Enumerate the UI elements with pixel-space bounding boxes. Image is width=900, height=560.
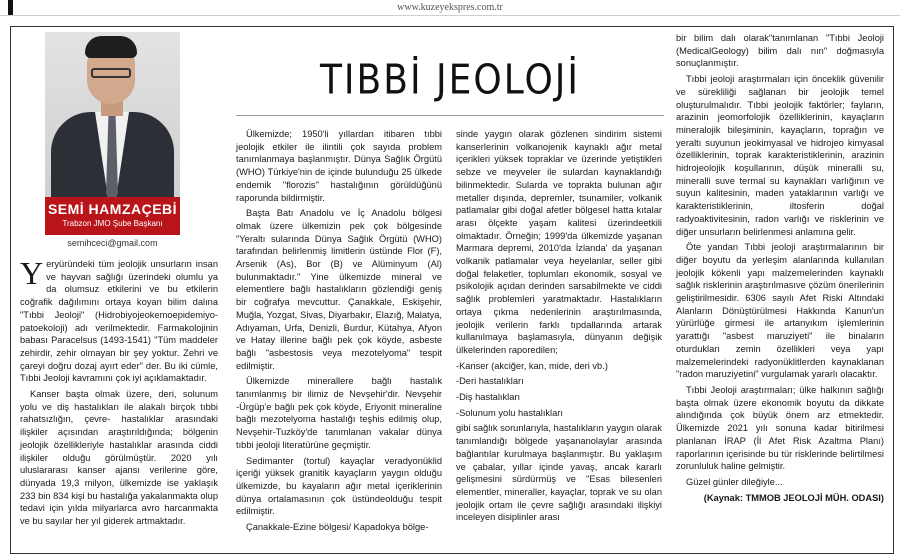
list-item: -Solunum yolu hastalıkları — [456, 407, 563, 418]
paragraph: Ülkemizde minerallere bağlı hastalık tanımlanmış bir ilimiz de Nevşehir'dir. Nevşehir -Ürgüp'e bağlı pek çok köyde, Eriyonit mineraline bağlı mezotelyoma hastalığı teşhis edilmiş olup, Nevşehir-Tuzköy'de tanımlanan vakalar dünya tıbbi jeoloji literatürüne geçmiştir. — [236, 376, 442, 450]
paragraph: Öte yandan Tıbbi jeoloji araştırmalarının bir diğer boyutu da yerleşim alanlarında kullanılan jeolojik kökenli yapı malzemelerinden kaynaklı sağlık risklerinin araştırılmasıve çözüm önerilerinin geliştirilmesidir. 6306 sayılı Afet Riski Altındaki Alanların Dönüştürülmesi Hakkında Kanun'un yürürlüğe girmesi ile artanyıkım işlemlerinin yarattığı "asbest maruziyeti" ile binaların oturdukları zemin özellikleri veya yapı malzemelerindeki radyonüklitlerden kaynaklanan "radon maruziyetini" vurgulamak yararlı olacaktır. — [676, 242, 884, 380]
article-title: TIBBİ JEOLOJİ — [319, 56, 581, 105]
paragraph: gibi sağlık sorunlarıyla, hastalıkların yaygın olarak tanımlandığı bölgede yaşananolaylar arasında bağlantılar kurulmaya başlanmıştır. Bu yaklaşım ve çabalar, yıllar içinde yavaş, ancak kararlı gelişmesini sürdürmüş ve "Esas bilesenleri elementler, mineraller, kayaçlar, toprak ve su olan jeolojik ortam ile çevre sağlığı arasındaki ilişkiyi inceleyen disiplinler arası — [456, 423, 662, 523]
column-3 — [456, 128, 662, 527]
paragraph: Tıbbi jeoloji araştırmaları için önceklik güvenilir ve sürekliliği sağlanan bir jeolojik temel oluşturulmalıdır. Tıbbi jeolojik faktörler; fayların, arazinin jeomorfolojik özelliklerinin, kayaçların mineralojik bileşiminin, kayaçların, toprağın ve yeraltı suyunun jeokimyasal ve hidrojeo kimyasal özelliklerinin, toprak karakteristiklerinin, arazinin hidrojeolojik koşullarının, düşük mineralli su, mineralli suve termal su kaynakları varlığının ve suyun kalitesinin, maden yataklarının varlığı ve karakteristiklerinin, iltosferin doğal radyoaktivitesinin, radon varlığı ve risklerinin ve diğer unsurların belirlenmesi anlamına gelir. — [676, 74, 884, 237]
author-email: semihceci@gmail.com — [67, 238, 158, 248]
newspaper-url: www.kuzeyekspres.com.tr — [397, 2, 503, 13]
list-item: -Kanser (akciğer, kan, mide, deri vb.) — [456, 360, 608, 371]
column-4 — [676, 32, 884, 507]
paragraph: Yeryüründeki tüm jeolojik unsurların insan ve hayvan sağlığı üzerindeki olumlu ya da olumsuz etkilerini ve bu etkilerin coğrafik dağılımını ortaya koyan bilim dalına "Tıbbi Jeoloji" (Hidrobiyojeokemoepidemiyo-patoekoloji) adı verilmektedir. Farmakolojinin babası Paracelsus (1493-1541) "Tüm maddeler zehirdir, zehir olmayan bir şey yoktur. Zehri ve çareyi doğru dozaj ayırt eder" der. Bu iki cümle, Tıbbi Jeoloji kavramını çok iyi açıklamaktadır. — [20, 255, 218, 384]
top-divider — [0, 15, 900, 16]
source-credit: (Kaynak: TMMOB JEOLOJİ MÜH. ODASI) — [703, 492, 884, 503]
author-name: SEMİ HAMZAÇEBİ — [47, 201, 178, 217]
paragraph: Tıbbi Jeoloji araştırmaları; ülke halkının sağlığı başta olmak üzere ekonomik boyutu da dikkate alındığında çok büyük önem arz etmektedir. Ülkemizde 2021 yılı sonuna kadar bitirilmesi planlanan İRAP (İl Afet Risk Azaltma Planı) raporlarının içerisinde bu tür risklerinde belirtilmesi zorunluluk haline gelmiştir. — [676, 384, 884, 472]
author-role: Trabzon JMO Şube Başkanı — [62, 219, 163, 228]
column-2 — [236, 128, 442, 537]
paragraph: Başta Batı Anadolu ve İç Anadolu bölgesi olmak üzere ülkemizin pek çok bölgesinde "Yeraltı sularında Dünya Sağlık Örgütü (WHO) tarafından belirlenmiş limitlerin üstünde Flor (F), Arsenik (As), Bor (B) ve Alüminyum (Al) bulunmaktadır." Yine ülkemizde mineral ve elementlere bağlı hastalıkların gözlendiği geniş bir coğrafya mevcuttur. Çanakkale, Eskişehir, Muğla, Yozgat, Sivas, Diyarbakır, Elazığ, Malatya, Adıyaman, Urfa, Denizli, Burdur, Kütahya, Afyon ve Hatay illerine bağlı pek çok köyde, asbeste bağlı "asbestosis veya mezotelyoma" tespit edilmiştir. — [236, 208, 442, 371]
paragraph: Güzel günler dileğiyle... — [686, 476, 783, 487]
paragraph: Kanser başta olmak üzere, deri, solunum yolu ve diş hastalıkları ile alakalı birçok tıbbi rahatsızlığın, çevre- hastalıklar arasındaki ilişkiler açısından araştırıldığında; bölgenin jeolojik özellikleriyle hastalıklar arasında ciddi ilişkiler olduğu görülmüştür. 2020 yılı uluslararası kanser ajansı verilerine göre, dünyada 19,3 milyon, ülkemizde ise yaklaşık 233 bin 834 kişi bu hastalığa yakalanmakta olup tedavi için yılda milyarlarca avro harcanmakta ve bu sayılar her yıl giderek artmaktadır. — [20, 389, 218, 527]
author-photo — [45, 32, 180, 197]
drop-cap: Y — [20, 255, 44, 291]
paragraph: bir bilim dalı olarak"tanımlanan "Tıbbi Jeoloji (MedicalGeology) bilim dalı nın" doğmasıyla sonuçlanmıştır. — [676, 33, 884, 69]
column-1 — [20, 255, 218, 531]
author-name-band — [45, 197, 180, 235]
paragraph: Sedimanter (tortul) kayaçlar veradyonüklid içeriği yüksek granitik kayaçların yaygın olduğu ülkemizde, bu kayaların ağır metal içeriklerinin dünya ortalamasının çok üstündeolduğu tespit edilmiştir. — [236, 455, 442, 517]
paragraph: sinde yaygın olarak gözlenen sindirim sistemi kanserlerinin volkanojenik kaynaklı ağır metal içerikleri yüksek topraklar ve üzerinde yetiştikleri sebze ve meyveler ile sulardan kaynaklandığı bilinmektedir. Sularda ve toprakta bulunan ağır metaller dışında, depremler, tsunamiler, volkanik patlamalar gibi doğal afetler bölgesel hatta kıtalar arası ölçekte yaşam kalitesi üzerindeetkili olmaktadır. Örneğin; 1999'da ülkemizde yaşanan Marmara depremi, 2010'da İzlanda' da yaşanan volkanik patlamalar veya heyelanlar, seller gibi doğal felaketler, toplumları ekonomik, sosyal ve psikolojik açıdan derinden sarsabilmekte ve ciddi sağlık problemleri yaratmaktadır. Hastalıkların ortaya çıkma nedenlerinin araştırılmasında, jeolojik verilerin farklı tıpdallarında artarak kullanılmaya başlamasıyla, dünyanın değişik ülkelerinden raporedilen; — [456, 129, 662, 355]
top-bar — [0, 0, 900, 20]
title-divider — [236, 115, 664, 116]
list-item: -Diş hastalıkları — [456, 392, 521, 403]
list-item: -Deri hastalıkları — [456, 376, 524, 387]
paragraph: Çanakkale-Ezine bölgesi/ Kapadokya bölge- — [246, 522, 429, 533]
paragraph: Ülkemizde; 1950'li yıllardan itibaren tıbbi jeolojik etkiler ile ilintili çok sayıda problem tanımlanmaya başlanmıştır. Dünya Sağlık Örgütü (WHO) Türkiye'nin de içinde bulunduğu 25 ülkede endemik "florozis" hastalığının görüldüğünü raporunda bildirmiştir. — [236, 129, 442, 203]
